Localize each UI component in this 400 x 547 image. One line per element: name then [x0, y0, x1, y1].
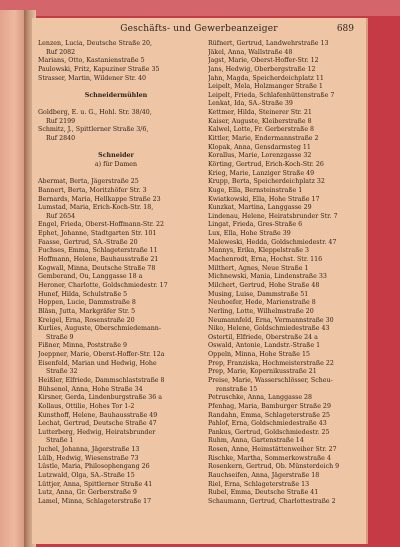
- directory-entry: Randahn, Emma, Schlageterstraße 25: [208, 411, 331, 419]
- directory-entry: Paulowski, Fritz, Kapuziner Straße 35: [38, 65, 160, 73]
- left-column: [38, 40, 194, 507]
- directory-entry: Ephet, Johanne, Stadtgarten Str. 101: [38, 230, 157, 238]
- directory-entry: Eisenfeld, Marian und Hedwig, Hohe: [38, 359, 157, 367]
- directory-entry: Oswald, Antonie, Landstr.-Straße 1: [208, 342, 321, 350]
- directory-entry: Niko, Helene, Goldschmiedestraße 43: [208, 325, 330, 333]
- directory-entry: Lutterberg, Hedwig, Heiratsbrunder: [38, 428, 156, 436]
- directory-entry: Kreigel, Erna, Rosenstraße 20: [38, 316, 135, 324]
- directory-entry: Engel, Frieda, Oberst-Hoffmann-Str. 22: [38, 221, 165, 229]
- directory-entry: Heißler, Elfriede, Dammschlaststraße 8: [38, 376, 165, 384]
- directory-entry: Pankus, Gertrud, Goldschmiedestr. 25: [208, 428, 330, 436]
- directory-entry: Mannys, Erika, Kleppelstraße 3: [208, 247, 310, 255]
- directory-entry: Goldberg, E. u. G., Hohl. Str. 38/40,: [38, 109, 152, 117]
- directory-entry: Musing, Luise, Dammstraße 51: [208, 290, 309, 298]
- directory-entry: Lutz, Anna, Gr. Gerberstraße 9: [38, 489, 137, 497]
- directory-entry: Jahn, Magda, Speicherdeichplatz 11: [208, 74, 324, 82]
- directory-entry: Lutzwald, Olga, SA.-Straße 15: [38, 472, 135, 480]
- directory-entry: Kirsner, Gerda, Lindenburgstraße 36 a: [38, 394, 163, 402]
- directory-entry: Korallus, Marie, Lorenzgasse 32: [208, 152, 312, 160]
- directory-entry: Pahlof, Erna, Goldschmiedestraße 43: [208, 420, 327, 428]
- directory-entry: Prep, Marie, Kopernikusstraße 21: [208, 368, 317, 376]
- directory-entry: Lingat, Frieda, Gres-Straße 6: [208, 221, 303, 229]
- directory-entry: Krupp, Berta, Speicherdeichplatz 32: [208, 178, 325, 186]
- directory-entry: Kurlies, Auguste, Oberschmiedemann-: [38, 325, 161, 333]
- directory-entry: Joeppner, Marie, Oberst-Hoffer-Str. 12a: [38, 351, 165, 359]
- directory-entry: Jäkel, Anna, Wallstraße 48: [208, 48, 293, 56]
- book-page: [32, 18, 368, 544]
- directory-entry: Rubel, Emma, Deutsche Straße 41: [208, 489, 319, 497]
- directory-entry: Rauchseifen, Anna, Jägerstraße 18: [208, 472, 320, 480]
- directory-entry: Lülb, Hedwig, Wiesenstraße 73: [38, 454, 139, 462]
- directory-entry: Ruf 2840: [46, 135, 76, 143]
- directory-entry: Körting, Gertrud, Erich-Koch-Str. 26: [208, 160, 324, 168]
- directory-entry: Ruhm, Anna, Gartenstraße 14: [208, 437, 304, 445]
- previous-page-edge: [0, 10, 24, 547]
- directory-entry: Faasse, Gertrud, SA.-Straße 20: [38, 238, 138, 246]
- section-heading: Schneider: [98, 152, 134, 160]
- directory-entry: Lechat, Gertrud, Deutsche Straße 47: [38, 420, 157, 428]
- top-edge: [0, 0, 400, 16]
- directory-entry: Lux, Ella, Hohe Straße 39: [208, 230, 291, 238]
- directory-entry: Machenrodt, Erna, Hochst. Str. 116: [208, 256, 323, 264]
- directory-entry: Klopak, Anna, Gensdarmsteg 11: [208, 143, 311, 151]
- directory-entry: Maleweski, Hedda, Goldschmiedestr. 47: [208, 238, 337, 246]
- directory-entry: Leipelt, Mela, Holzmanger Straße 1: [208, 83, 323, 91]
- directory-entry: Kollaus, Ottilie, Hohes Tor 1-2: [38, 402, 135, 410]
- directory-entry: Schaumann, Gertrud, Charlottestraße 2: [208, 497, 336, 505]
- directory-entry: Kaiser, Auguste, Kleiberstraße 8: [208, 117, 312, 125]
- directory-entry: Kittler, Marie, Endermannstraße 2: [208, 135, 319, 143]
- directory-entry: Kogwall, Minna, Deutsche Straße 78: [38, 264, 156, 272]
- directory-entry: Ruf 2199: [46, 117, 76, 125]
- directory-entry: Rüfnert, Gertrud, Landwehrstraße 13: [208, 40, 329, 47]
- directory-entry: renstraße 15: [216, 385, 258, 393]
- directory-entry: Preise, Marie, Wasserschlösser, Scheu-: [208, 376, 333, 384]
- directory-entry: Fißner, Minna, Poststraße 9: [38, 342, 128, 350]
- background-right: [370, 16, 400, 547]
- directory-entry: Kunsthoff, Helene, Bauhausstraße 49: [38, 411, 158, 419]
- directory-entry: Lüttjer, Anna, Spittlerner Straße 41: [38, 480, 153, 488]
- directory-entry: Straße 1: [46, 437, 74, 445]
- directory-entry: Ruf 2082: [46, 48, 76, 56]
- directory-entry: Lenkat, Ida, SA.-Straße 39: [208, 100, 293, 108]
- right-column: [208, 40, 364, 507]
- directory-entry: Rischke, Martha, Sommerkowstraße 4: [208, 454, 331, 462]
- directory-entry: Lamel, Minna, Schlageterstraße 17: [38, 497, 152, 505]
- directory-entry: Milchert, Gertrud, Hohe Straße 48: [208, 281, 320, 289]
- directory-entry: Lindenau, Helene, Heiratsbrunder Str. 7: [208, 212, 338, 220]
- directory-entry: Strasser, Martin, Wildener Str. 40: [38, 74, 147, 82]
- directory-entry: Leipelt, Frieda, Schlafenhüttenstraße 7: [208, 91, 335, 99]
- directory-entry: Nerling, Lotte, Wilhelmstraße 20: [208, 307, 314, 315]
- directory-entry: Rosenkern, Gertrud, Ob. Münsterdeich 9: [208, 463, 340, 471]
- directory-entry: Michnewski, Mania, Lindenstraße 33: [208, 273, 327, 281]
- directory-entry: Hunef, Hilda, Schulstraße 5: [38, 290, 128, 298]
- directory-entry: Pfenhag, Maria, Bamburger Straße 29: [208, 402, 331, 410]
- directory-entry: Riel, Erna, Schlageterstraße 13: [208, 480, 310, 488]
- directory-entry: Hoppen, Lucie, Dammstraße 8: [38, 299, 136, 307]
- directory-entry: Juchel, Johanna, Jägerstraße 13: [38, 446, 140, 454]
- directory-entry: Jans, Hedwig, Oberbergstraße 12: [208, 65, 316, 73]
- blank-line: [38, 144, 194, 153]
- page-number: 689: [336, 24, 354, 34]
- directory-entry: Lüstle, Maria, Philosophengang 26: [38, 463, 150, 471]
- directory-entry: Kettmer, Hilda, Steinerer Str. 21: [208, 109, 312, 117]
- directory-entry: Kuge, Ella, Bernsteinstraße 1: [208, 186, 303, 194]
- directory-entry: Ruf 2654: [46, 212, 76, 220]
- directory-entry: Kwiatkowski, Ella, Hohe Straße 17: [208, 195, 320, 203]
- running-title: Geschäfts- und Gewerbeanzeiger: [120, 24, 278, 34]
- directory-entry: Kalwel, Lotte, Fr. Gerberstraße 8: [208, 126, 315, 134]
- section-heading: Schneidermühlen: [84, 91, 148, 99]
- directory-entry: Oppeln, Minna, Hohe Straße 15: [208, 351, 310, 359]
- directory-entry: Milthert, Agnes, Neue Straße 1: [208, 264, 309, 272]
- directory-entry: Marians, Otto, Kastanienstraße 5: [38, 57, 145, 65]
- directory-entry: Bläsn, Jutta, Markgräfer Str. 5: [38, 307, 136, 315]
- blank-line: [38, 83, 194, 92]
- directory-entry: Hoffmann, Helene, Bauhausstraße 21: [38, 256, 159, 264]
- directory-entry: Heroner, Charlotte, Goldschmiedestr. 17: [38, 281, 168, 289]
- directory-entry: Neuhoefer, Hede, Marienstraße 8: [208, 299, 316, 307]
- directory-entry: Neumannfeld, Erna, Vermannstraße 30: [208, 316, 334, 324]
- directory-entry: Bernards, Maria, Hellkappe Straße 23: [38, 195, 161, 203]
- page-header: [32, 24, 366, 38]
- directory-entry: Petruschke, Anna, Langgasse 28: [208, 394, 313, 402]
- directory-entry: Ostertil, Elfriede, Oberstraße 24 a: [208, 333, 318, 341]
- directory-entry: Bannert, Berta, Moritzhöfer Str. 3: [38, 186, 147, 194]
- directory-entry: Abermat, Berta, Jägerstraße 25: [38, 178, 139, 186]
- blank-line: [38, 100, 194, 109]
- directory-entry: Lenzen, Lucia, Deutsche Straße 20,: [38, 40, 153, 47]
- directory-entry: Lumstad, Maria, Erich-Koch-Str. 18,: [38, 204, 154, 212]
- blank-line: [38, 170, 194, 179]
- directory-entry: Schmitz, J., Spittlerner Straße 3/6,: [38, 126, 149, 134]
- directory-entry: Fuchses, Emma, Schlageterstraße 11: [38, 247, 158, 255]
- directory-entry: Krieg, Marie, Lanziger Straße 49: [208, 169, 315, 177]
- directory-entry: Prep, Franziska, Hochmeisterstraße 22: [208, 359, 334, 367]
- directory-entry: Rosen, Anne, Heimstättenweiher Str. 27: [208, 446, 337, 454]
- directory-entry: Straße 32: [46, 368, 78, 376]
- directory-entry: Straße 9: [46, 333, 74, 341]
- directory-entry: Kunzkat, Martina, Langgasse 29: [208, 204, 312, 212]
- section-subheading: a) für Damen: [94, 160, 138, 168]
- directory-entry: Jagst, Marie, Oberst-Hoffer-Str. 12: [208, 57, 319, 65]
- directory-entry: Gemberand, Ou, Langgasse 18 a: [38, 273, 143, 281]
- directory-entry: Bühsenol, Anna, Hohe Straße 34: [38, 385, 143, 393]
